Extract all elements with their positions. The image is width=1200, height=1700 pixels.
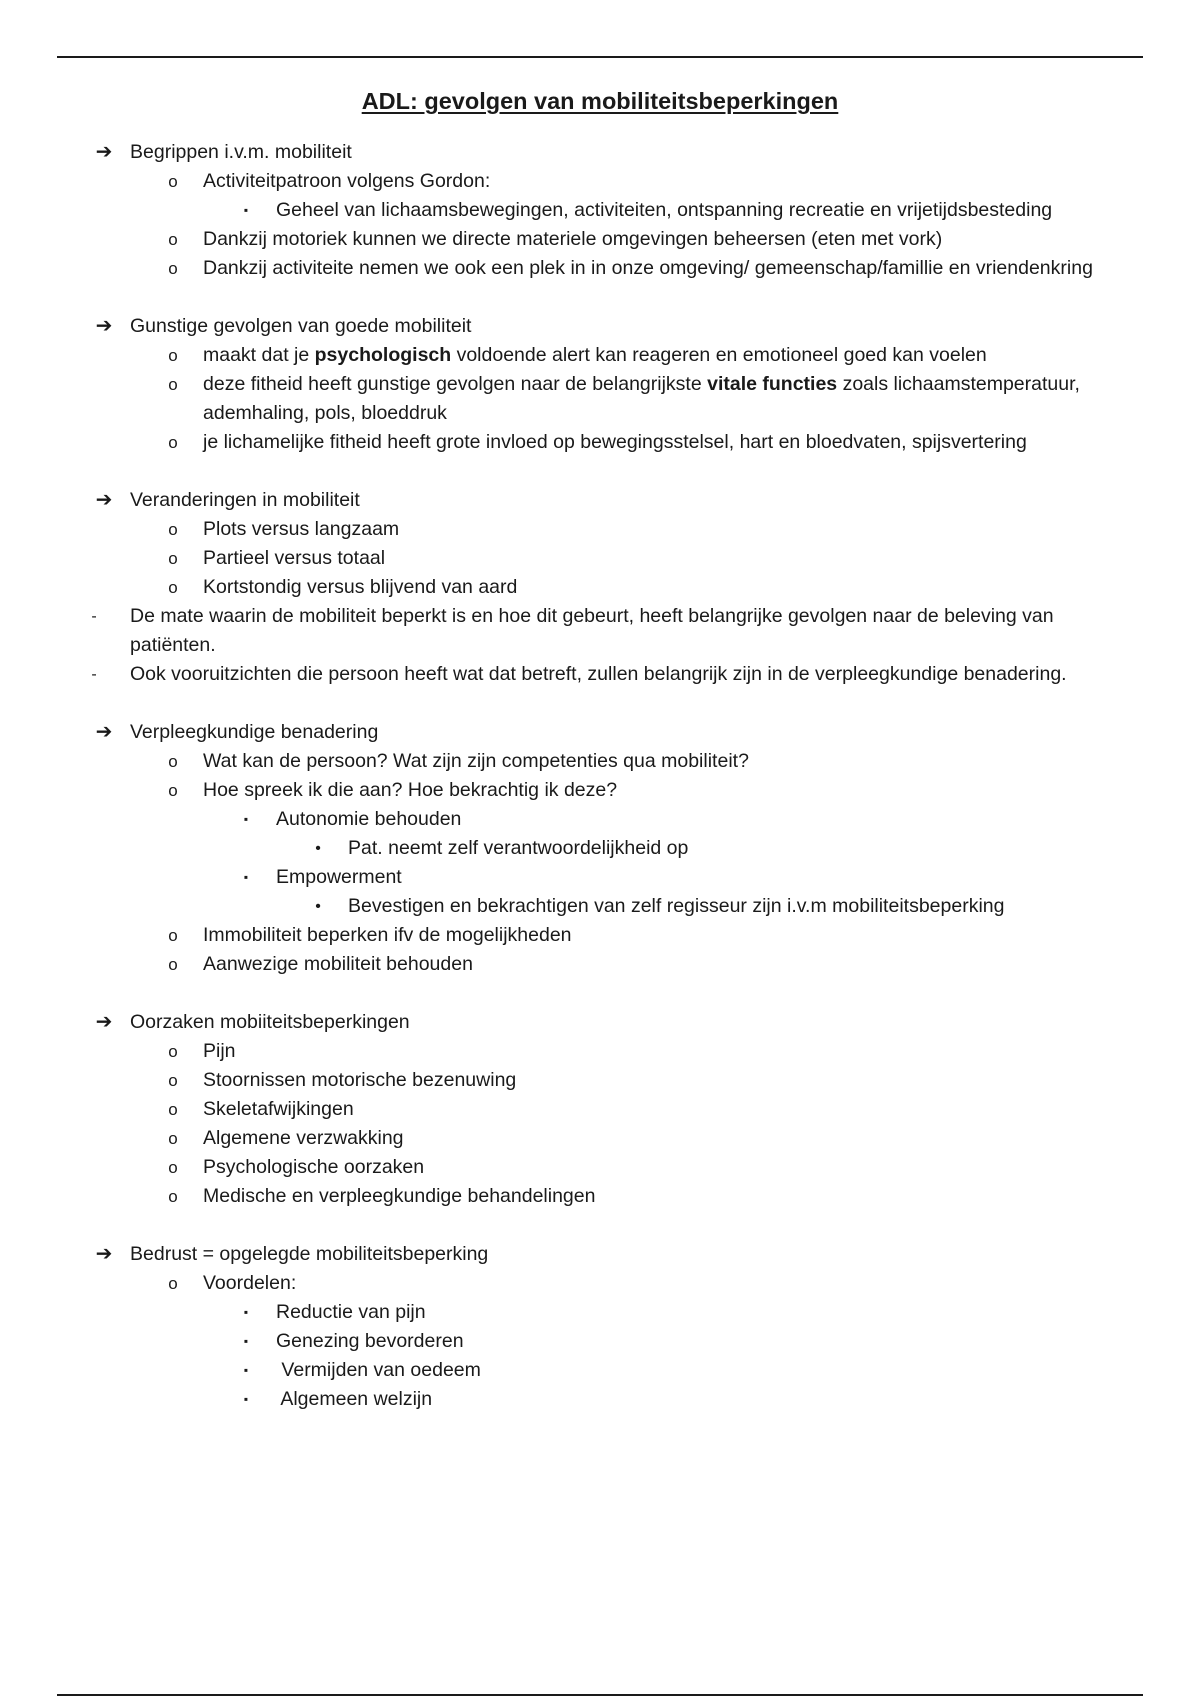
bold-term: psychologisch [314, 344, 452, 366]
section-heading: ➔ Oorzaken mobiiteitsbeperkingen [0, 1008, 1200, 1037]
circle-bullet-icon: o [168, 1187, 178, 1206]
arrow-icon: ➔ [95, 1011, 113, 1033]
section-heading: ➔ Verpleegkundige benadering [0, 718, 1200, 747]
circle-bullet-icon: o [168, 1129, 178, 1148]
footer-rule [57, 1694, 1143, 1696]
list-item: ▪ Autonomie behouden [0, 805, 1200, 834]
list-item: o Stoornissen motorische bezenuwing [0, 1066, 1200, 1095]
list-item: o Voordelen: [0, 1269, 1200, 1298]
list-item: o Psychologische oorzaken [0, 1153, 1200, 1182]
circle-bullet-icon: o [168, 433, 178, 452]
list-item: ▪ Algemeen welzijn [0, 1385, 1200, 1414]
circle-bullet-icon: o [168, 259, 178, 278]
arrow-icon: ➔ [95, 721, 113, 743]
arrow-icon: ➔ [95, 489, 113, 511]
list-item: ▪ Geheel van lichaamsbewegingen, activiteiten, ontspanning recreatie en vrijetijdsbesteding [0, 196, 1200, 225]
circle-bullet-icon: o [168, 172, 178, 191]
square-bullet-icon: ▪ [243, 870, 249, 884]
list-item: o Plots versus langzaam [0, 515, 1200, 544]
square-bullet-icon: ▪ [243, 1363, 249, 1377]
list-item: o Wat kan de persoon? Wat zijn zijn competenties qua mobiliteit? [0, 747, 1200, 776]
list-item: ▪ Genezing bevorderen [0, 1327, 1200, 1356]
circle-bullet-icon: o [168, 375, 178, 394]
header-rule [57, 56, 1143, 58]
list-item: ▪ Vermijden van oedeem [0, 1356, 1200, 1385]
circle-bullet-icon: o [168, 346, 178, 365]
bold-term: vitale functies [707, 373, 838, 395]
dot-bullet-icon: • [315, 898, 321, 915]
list-item: o Partieel versus totaal [0, 544, 1200, 573]
circle-bullet-icon: o [168, 781, 178, 800]
circle-bullet-icon: o [168, 1042, 178, 1061]
list-item: o Dankzij motoriek kunnen we directe materiele omgevingen beheersen (eten met vork) [0, 225, 1200, 254]
list-item: o Activiteitpatroon volgens Gordon: [0, 167, 1200, 196]
circle-bullet-icon: o [168, 520, 178, 539]
list-item: o Aanwezige mobiliteit behouden [0, 950, 1200, 979]
section-heading: ➔ Gunstige gevolgen van goede mobiliteit [0, 312, 1200, 341]
list-item: ▪ Empowerment [0, 863, 1200, 892]
circle-bullet-icon: o [168, 926, 178, 945]
circle-bullet-icon: o [168, 549, 178, 568]
section-heading: ➔ Veranderingen in mobiliteit [0, 486, 1200, 515]
square-bullet-icon: ▪ [243, 203, 249, 217]
circle-bullet-icon: o [168, 230, 178, 249]
list-item: o Kortstondig versus blijvend van aard [0, 573, 1200, 602]
dot-bullet-icon: • [315, 840, 321, 857]
circle-bullet-icon: o [168, 955, 178, 974]
list-item: o Dankzij activiteite nemen we ook een plek in in onze omgeving/ gemeenschap/famillie en vriendenkring [0, 254, 1200, 283]
list-item: ▪ Reductie van pijn [0, 1298, 1200, 1327]
circle-bullet-icon: o [168, 1100, 178, 1119]
section-heading: ➔ Begrippen i.v.m. mobiliteit [0, 138, 1200, 167]
arrow-icon: ➔ [95, 1243, 113, 1265]
circle-bullet-icon: o [168, 1071, 178, 1090]
arrow-icon: ➔ [95, 315, 113, 337]
dash-item: - De mate waarin de mobiliteit beperkt is en hoe dit gebeurt, heeft belangrijke gevolgen naar de beleving van [0, 602, 1200, 631]
square-bullet-icon: ▪ [243, 1334, 249, 1348]
list-item: o Medische en verpleegkundige behandelingen [0, 1182, 1200, 1211]
square-bullet-icon: ▪ [243, 1305, 249, 1319]
dash-bullet-icon: - [91, 666, 97, 683]
square-bullet-icon: ▪ [243, 812, 249, 826]
dash-item-continuation: patiënten. [130, 634, 216, 656]
list-item: o deze fitheid heeft gunstige gevolgen naar de belangrijkste vitale functies zoals lichaamstemperatuur, [0, 370, 1200, 399]
list-item: o Pijn [0, 1037, 1200, 1066]
square-bullet-icon: ▪ [243, 1392, 249, 1406]
list-item: o maakt dat je psychologisch voldoende alert kan reageren en emotioneel goed kan voelen [0, 341, 1200, 370]
circle-bullet-icon: o [168, 752, 178, 771]
list-item-continuation: ademhaling, pols, bloeddruk [203, 402, 447, 424]
list-item: • Pat. neemt zelf verantwoordelijkheid op [0, 834, 1200, 863]
list-item: • Bevestigen en bekrachtigen van zelf regisseur zijn i.v.m mobiliteitsbeperking [0, 892, 1200, 921]
document-body [0, 138, 1200, 1414]
list-item: o Hoe spreek ik die aan? Hoe bekrachtig ik deze? [0, 776, 1200, 805]
list-item: o Immobiliteit beperken ifv de mogelijkheden [0, 921, 1200, 950]
list-item: o Algemene verzwakking [0, 1124, 1200, 1153]
arrow-icon: ➔ [95, 141, 113, 163]
document-title: ADL: gevolgen van mobiliteitsbeperkingen [361, 88, 839, 114]
dash-item: - Ook vooruitzichten die persoon heeft wat dat betreft, zullen belangrijk zijn in de verpleegkundige benadering. [0, 660, 1200, 689]
circle-bullet-icon: o [168, 1158, 178, 1177]
dash-bullet-icon: - [91, 608, 97, 625]
section-heading: ➔ Bedrust = opgelegde mobiliteitsbeperking [0, 1240, 1200, 1269]
circle-bullet-icon: o [168, 1274, 178, 1293]
circle-bullet-icon: o [168, 578, 178, 597]
list-item: o je lichamelijke fitheid heeft grote invloed op bewegingsstelsel, hart en bloedvaten, spijsvertering [0, 428, 1200, 457]
list-item: o Skeletafwijkingen [0, 1095, 1200, 1124]
